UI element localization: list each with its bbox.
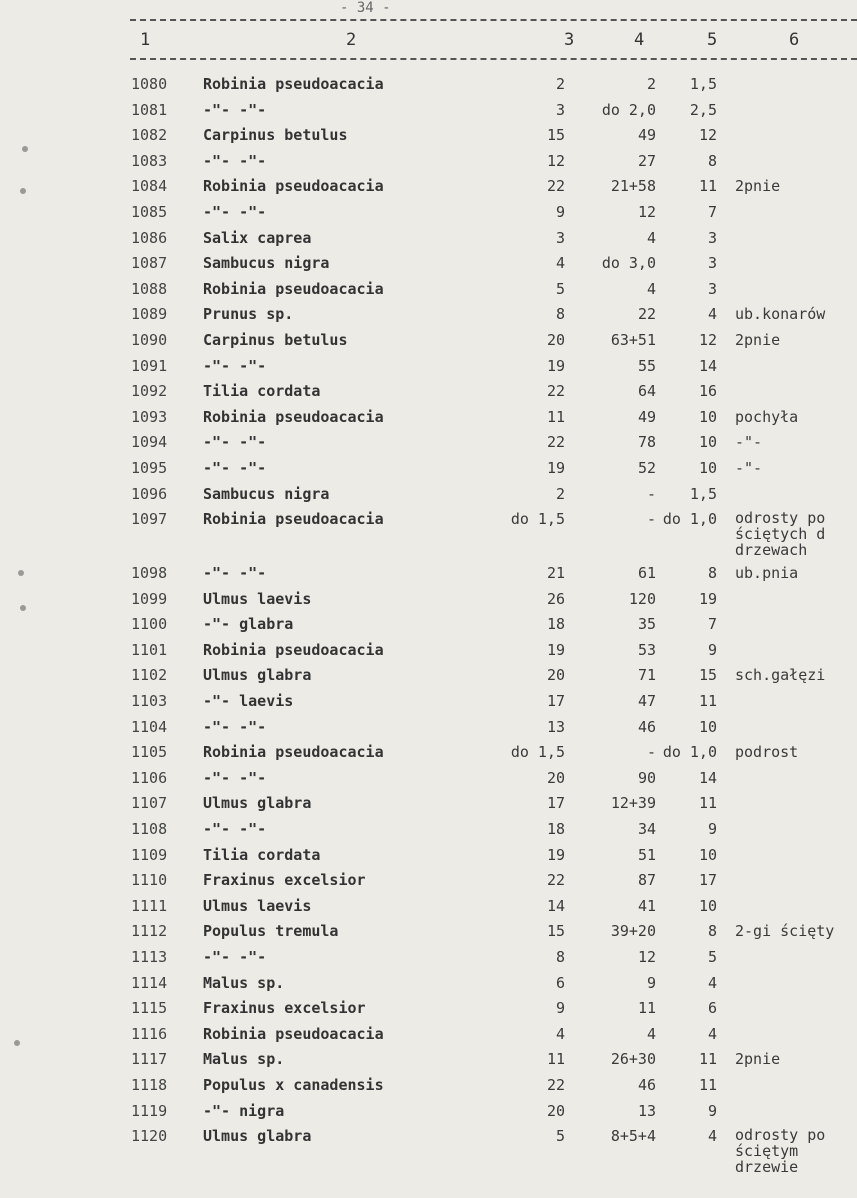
crown-value: 8 [707, 922, 717, 941]
table-row [0, 1076, 857, 1101]
table-row [0, 743, 857, 768]
circumference-value: 22 [637, 305, 656, 324]
species-name: -"- glabra [203, 615, 294, 634]
remarks: -"- [735, 459, 763, 477]
table-row [0, 820, 857, 845]
entry-number: 1097 [131, 510, 168, 529]
species-name: Carpinus betulus [203, 126, 348, 145]
table-row [0, 1126, 857, 1177]
circumference-value: 26+30 [610, 1050, 656, 1069]
height-value: 18 [546, 819, 565, 838]
height-value: 22 [546, 1075, 565, 1094]
entry-number: 1089 [131, 305, 168, 324]
height-value: 8 [555, 947, 565, 966]
remarks: ub.konarów [735, 305, 826, 324]
species-name: -"- -"- [203, 151, 267, 170]
entry-number: 1112 [131, 922, 168, 941]
column-header: 3 [564, 30, 575, 50]
remarks: 2pnie [735, 1050, 781, 1069]
circumference-value: 52 [637, 459, 656, 477]
species-name: -"- -"- [203, 459, 267, 477]
entry-number: 1080 [131, 75, 168, 93]
entry-number: 1114 [131, 973, 168, 992]
remarks: -"- [735, 433, 763, 452]
species-name: Fraxinus excelsior [203, 999, 366, 1018]
circumference-value: 78 [637, 433, 656, 452]
height-value: 14 [546, 896, 565, 915]
species-name: Ulmus laevis [203, 896, 312, 915]
entry-number: 1083 [131, 151, 168, 170]
circumference-value: 27 [637, 151, 656, 170]
circumference-value: 49 [637, 126, 656, 145]
crown-value: 4 [707, 305, 717, 324]
entry-number: 1110 [131, 871, 168, 890]
entry-number: 1092 [131, 382, 168, 401]
crown-value: do 1,0 [662, 510, 717, 529]
circumference-value: 12 [637, 203, 656, 221]
crown-value: 14 [698, 356, 717, 375]
circumference-value: 51 [637, 845, 656, 864]
height-value: 26 [546, 589, 565, 608]
crown-value: 3 [707, 279, 717, 298]
species-name: Ulmus glabra [203, 666, 312, 685]
height-value: 22 [546, 177, 565, 196]
table-row [0, 331, 857, 356]
table-row [0, 922, 857, 947]
entry-number: 1091 [131, 356, 168, 375]
crown-value: 12 [698, 126, 717, 145]
table-row [0, 126, 857, 151]
table-row [0, 280, 857, 305]
entry-number: 1106 [131, 768, 168, 787]
page-number: - 34 - [340, 0, 391, 16]
species-name: Ulmus laevis [203, 589, 312, 608]
height-value: 5 [555, 279, 565, 298]
crown-value: 11 [698, 794, 717, 813]
crown-value: 12 [698, 331, 717, 349]
binder-hole [20, 188, 26, 194]
binder-hole [22, 146, 28, 152]
crown-value: 4 [707, 1024, 717, 1043]
remarks-line: ściętych d [735, 525, 826, 544]
circumference-value: 63+51 [610, 331, 656, 349]
species-name: Ulmus glabra [203, 1127, 312, 1146]
entry-number: 1093 [131, 407, 168, 426]
crown-value: 1,5 [689, 75, 717, 93]
remarks-line: odrosty po [735, 509, 826, 528]
crown-value: 17 [698, 871, 717, 890]
remarks: pochyła [735, 407, 799, 426]
species-name: Robinia pseudoacacia [203, 640, 384, 659]
species-name: Prunus sp. [203, 305, 294, 324]
table-row [0, 718, 857, 743]
entry-number: 1120 [131, 1127, 168, 1146]
height-value: 3 [555, 100, 565, 119]
entry-number: 1099 [131, 589, 168, 608]
table-row [0, 433, 857, 458]
entry-number: 1117 [131, 1050, 168, 1069]
species-name: Tilia cordata [203, 845, 321, 864]
table-row [0, 408, 857, 433]
circumference-value: 46 [637, 1075, 656, 1094]
height-value: 13 [546, 717, 565, 736]
table-row [0, 1050, 857, 1075]
height-value: 15 [546, 126, 565, 145]
entry-number: 1102 [131, 666, 168, 685]
remarks [735, 1127, 825, 1175]
table-row [0, 615, 857, 640]
circumference-value: 53 [637, 640, 656, 659]
species-name: Robinia pseudoacacia [203, 743, 384, 762]
binder-hole [20, 605, 26, 611]
circumference-value: 41 [637, 896, 656, 915]
circumference-value: 11 [637, 999, 656, 1018]
entry-number: 1095 [131, 459, 168, 477]
crown-value: 5 [707, 947, 717, 966]
species-name: Tilia cordata [203, 382, 321, 401]
circumference-value: - [646, 484, 656, 503]
species-name: -"- -"- [203, 203, 267, 221]
circumference-value: 71 [637, 666, 656, 685]
height-value: 4 [555, 1024, 565, 1043]
circumference-value: 90 [637, 768, 656, 787]
table-row [0, 948, 857, 973]
circumference-value: 2 [646, 75, 656, 93]
circumference-value: 9 [646, 973, 656, 992]
species-name: -"- -"- [203, 356, 267, 375]
table-row [0, 485, 857, 510]
crown-value: 8 [707, 151, 717, 170]
circumference-value: 39+20 [610, 922, 656, 941]
species-name: Robinia pseudoacacia [203, 279, 384, 298]
table-row [0, 305, 857, 330]
crown-value: 10 [698, 459, 717, 477]
table-row [0, 177, 857, 202]
species-name: Robinia pseudoacacia [203, 75, 384, 93]
crown-value: 7 [707, 615, 717, 634]
entry-number: 1104 [131, 717, 168, 736]
table-row [0, 1102, 857, 1127]
species-name: Malus sp. [203, 1050, 285, 1069]
entry-number: 1105 [131, 743, 168, 762]
crown-value: 11 [698, 1050, 717, 1069]
table-row [0, 871, 857, 896]
species-name: Robinia pseudoacacia [203, 510, 384, 529]
entry-number: 1094 [131, 433, 168, 452]
crown-value: 11 [698, 691, 717, 710]
height-value: 3 [555, 228, 565, 247]
crown-value: 8 [707, 563, 717, 582]
crown-value: 9 [707, 1101, 717, 1120]
table-row [0, 203, 857, 228]
species-name: Ulmus glabra [203, 794, 312, 813]
circumference-value: 13 [637, 1101, 656, 1120]
species-name: Sambucus nigra [203, 254, 330, 273]
circumference-value: 64 [637, 382, 656, 401]
crown-value: do 1,0 [662, 743, 717, 762]
entry-number: 1116 [131, 1024, 168, 1043]
table-row [0, 846, 857, 871]
crown-value: 11 [698, 1075, 717, 1094]
circumference-value: 4 [646, 228, 656, 247]
crown-value: 7 [707, 203, 717, 221]
height-value: 9 [555, 999, 565, 1018]
remarks-line: odrosty po [735, 1126, 826, 1145]
entry-number: 1113 [131, 947, 168, 966]
circumference-value: - [646, 743, 656, 762]
species-name: Fraxinus excelsior [203, 871, 366, 890]
entry-number: 1103 [131, 691, 168, 710]
table-row [0, 974, 857, 999]
entry-number: 1111 [131, 896, 168, 915]
crown-value: 4 [707, 973, 717, 992]
circumference-value: 47 [637, 691, 656, 710]
crown-value: 10 [698, 896, 717, 915]
circumference-value: 34 [637, 819, 656, 838]
species-name: Salix caprea [203, 228, 312, 247]
remarks-line: ściętym [735, 1142, 799, 1161]
remarks [735, 510, 825, 558]
species-name: -"- -"- [203, 768, 267, 787]
height-value: 19 [546, 356, 565, 375]
circumference-value: 8+5+4 [610, 1127, 656, 1146]
table-row [0, 254, 857, 279]
entry-number: 1115 [131, 999, 168, 1018]
column-header: 5 [707, 30, 718, 50]
circumference-value: 12 [637, 947, 656, 966]
crown-value: 14 [698, 768, 717, 787]
entry-number: 1082 [131, 126, 168, 145]
height-value: 15 [546, 922, 565, 941]
binder-hole [14, 1040, 20, 1046]
height-value: 9 [555, 203, 565, 221]
entry-number: 1107 [131, 794, 168, 813]
entry-number: 1096 [131, 484, 168, 503]
species-name: Sambucus nigra [203, 484, 330, 503]
species-name: -"- -"- [203, 819, 267, 838]
species-name: -"- -"- [203, 717, 267, 736]
binder-hole [18, 570, 24, 576]
table-row [0, 641, 857, 666]
table-row [0, 75, 857, 100]
table-row [0, 229, 857, 254]
entry-number: 1108 [131, 819, 168, 838]
circumference-value: 61 [637, 563, 656, 582]
table-row [0, 459, 857, 484]
height-value: 20 [546, 768, 565, 787]
entry-number: 1101 [131, 640, 168, 659]
height-value: do 1,5 [510, 743, 565, 762]
height-value: 20 [546, 331, 565, 349]
species-name: -"- laevis [203, 691, 294, 710]
species-name: -"- -"- [203, 100, 267, 119]
height-value: 5 [555, 1127, 565, 1146]
table-row [0, 382, 857, 407]
circumference-value: 35 [637, 615, 656, 634]
circumference-value: 21+58 [610, 177, 656, 196]
height-value: 19 [546, 845, 565, 864]
circumference-value: - [646, 510, 656, 529]
species-name: Populus tremula [203, 922, 339, 941]
entry-number: 1088 [131, 279, 168, 298]
height-value: do 1,5 [510, 510, 565, 529]
remarks: 2pnie [735, 331, 781, 349]
circumference-value: do 2,0 [601, 100, 656, 119]
species-name: Populus x canadensis [203, 1075, 384, 1094]
species-name: Robinia pseudoacacia [203, 1024, 384, 1043]
height-value: 19 [546, 640, 565, 659]
column-header: 4 [634, 30, 645, 50]
crown-value: 2,5 [689, 100, 717, 119]
remarks: 2-gi ścięty [735, 922, 835, 941]
table-row [0, 666, 857, 691]
table-row [0, 152, 857, 177]
crown-value: 9 [707, 640, 717, 659]
crown-value: 1,5 [689, 484, 717, 503]
table-row [0, 897, 857, 922]
crown-value: 11 [698, 177, 717, 196]
circumference-value: 49 [637, 407, 656, 426]
remarks-line: drzewie [735, 1158, 799, 1177]
remarks: podrost [735, 743, 799, 762]
height-value: 8 [555, 305, 565, 324]
remarks: ub.pnia [735, 563, 799, 582]
entry-number: 1081 [131, 100, 168, 119]
circumference-value: 55 [637, 356, 656, 375]
table-row [0, 590, 857, 615]
entry-number: 1087 [131, 254, 168, 273]
height-value: 20 [546, 666, 565, 685]
crown-value: 10 [698, 845, 717, 864]
crown-value: 3 [707, 228, 717, 247]
height-value: 11 [546, 407, 565, 426]
height-value: 11 [546, 1050, 565, 1069]
table-row [0, 509, 857, 560]
height-value: 22 [546, 382, 565, 401]
species-name: Robinia pseudoacacia [203, 177, 384, 196]
entry-number: 1090 [131, 331, 168, 349]
circumference-value: 4 [646, 279, 656, 298]
height-value: 17 [546, 794, 565, 813]
table-row [0, 564, 857, 589]
circumference-value: 46 [637, 717, 656, 736]
entry-number: 1085 [131, 203, 168, 221]
crown-value: 3 [707, 254, 717, 273]
crown-value: 16 [698, 382, 717, 401]
table-row [0, 769, 857, 794]
crown-value: 6 [707, 999, 717, 1018]
height-value: 22 [546, 433, 565, 452]
height-value: 18 [546, 615, 565, 634]
crown-value: 10 [698, 433, 717, 452]
entry-number: 1119 [131, 1101, 168, 1120]
column-header: 2 [346, 30, 357, 50]
crown-value: 4 [707, 1127, 717, 1146]
species-name: -"- nigra [203, 1101, 285, 1120]
header-bottom-rule [130, 58, 857, 60]
circumference-value: 4 [646, 1024, 656, 1043]
height-value: 21 [546, 563, 565, 582]
entry-number: 1100 [131, 615, 168, 634]
species-name: -"- -"- [203, 563, 267, 582]
species-name: Carpinus betulus [203, 331, 348, 349]
circumference-value: 87 [637, 871, 656, 890]
height-value: 12 [546, 151, 565, 170]
circumference-value: 120 [628, 589, 656, 608]
table-row [0, 794, 857, 819]
crown-value: 10 [698, 407, 717, 426]
header-top-rule [130, 19, 857, 21]
height-value: 2 [555, 484, 565, 503]
entry-number: 1109 [131, 845, 168, 864]
remarks: 2pnie [735, 177, 781, 196]
crown-value: 10 [698, 717, 717, 736]
table-row [0, 692, 857, 717]
entry-number: 1084 [131, 177, 168, 196]
species-name: -"- -"- [203, 947, 267, 966]
table-row [0, 1025, 857, 1050]
column-header: 6 [789, 30, 800, 50]
species-name: Malus sp. [203, 973, 285, 992]
circumference-value: 12+39 [610, 794, 656, 813]
remarks-line: drzewach [735, 541, 808, 560]
table-row [0, 101, 857, 126]
species-name: -"- -"- [203, 433, 267, 452]
crown-value: 19 [698, 589, 717, 608]
entry-number: 1086 [131, 228, 168, 247]
height-value: 4 [555, 254, 565, 273]
table-row [0, 357, 857, 382]
height-value: 19 [546, 459, 565, 477]
crown-value: 15 [698, 666, 717, 685]
remarks: sch.gałęzi [735, 666, 826, 685]
height-value: 2 [555, 75, 565, 93]
entry-number: 1118 [131, 1075, 168, 1094]
species-name: Robinia pseudoacacia [203, 407, 384, 426]
table-row [0, 999, 857, 1024]
height-value: 6 [555, 973, 565, 992]
crown-value: 9 [707, 819, 717, 838]
height-value: 20 [546, 1101, 565, 1120]
column-header: 1 [140, 30, 151, 50]
height-value: 22 [546, 871, 565, 890]
entry-number: 1098 [131, 563, 168, 582]
height-value: 17 [546, 691, 565, 710]
circumference-value: do 3,0 [601, 254, 656, 273]
